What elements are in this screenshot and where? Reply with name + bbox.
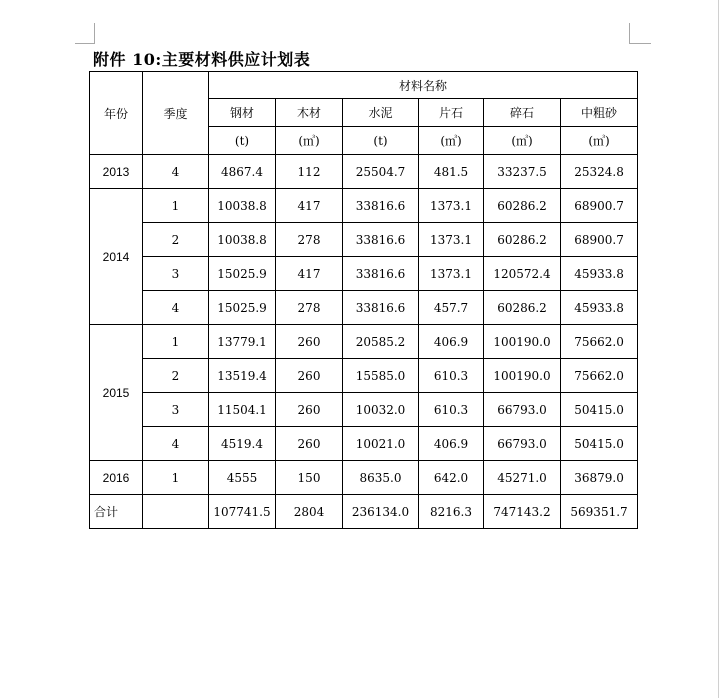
table-row [90,427,638,461]
value-cell: 10038.8 [209,223,276,257]
value-cell: 75662.0 [561,359,638,393]
value-cell: 60286.2 [484,291,561,325]
crop-mark-top-right-horizontal [629,43,651,44]
table-row [90,257,638,291]
value-cell: 33816.6 [343,257,419,291]
header-material-name: 钢材 [209,99,276,127]
total-value-cell: 8216.3 [419,495,484,529]
total-value-cell: 2804 [276,495,343,529]
header-row [90,72,638,99]
value-cell: 278 [276,291,343,325]
header-material-unit: (t) [343,127,419,155]
total-label: 合计 [90,495,143,529]
value-cell: 610.3 [419,393,484,427]
table-row [90,359,638,393]
season-cell: 1 [143,189,209,223]
header-material-unit: (㎥) [561,127,638,155]
value-cell: 50415.0 [561,427,638,461]
header-material-name: 碎石 [484,99,561,127]
value-cell: 260 [276,427,343,461]
value-cell: 406.9 [419,427,484,461]
season-cell: 1 [143,461,209,495]
value-cell: 120572.4 [484,257,561,291]
season-cell: 4 [143,155,209,189]
crop-mark-top-right-vertical [629,23,630,43]
value-cell: 406.9 [419,325,484,359]
value-cell: 610.3 [419,359,484,393]
value-cell: 66793.0 [484,393,561,427]
material-supply-plan-table [89,71,638,529]
value-cell: 278 [276,223,343,257]
value-cell: 10021.0 [343,427,419,461]
table-row [90,189,638,223]
value-cell: 68900.7 [561,189,638,223]
year-cell: 2016 [90,461,143,495]
value-cell: 45271.0 [484,461,561,495]
value-cell: 417 [276,257,343,291]
value-cell: 15025.9 [209,257,276,291]
table-row [90,291,638,325]
value-cell: 4867.4 [209,155,276,189]
value-cell: 45933.8 [561,291,638,325]
header-material-unit: (㎥) [484,127,561,155]
header-material-name: 片石 [419,99,484,127]
table-row [90,393,638,427]
value-cell: 68900.7 [561,223,638,257]
value-cell: 150 [276,461,343,495]
value-cell: 100190.0 [484,359,561,393]
season-cell: 2 [143,223,209,257]
value-cell: 260 [276,359,343,393]
total-value-cell: 747143.2 [484,495,561,529]
header-year: 年份 [90,72,143,155]
total-value-cell: 107741.5 [209,495,276,529]
header-material-unit: (㎥) [276,127,343,155]
table-row [90,325,638,359]
value-cell: 25504.7 [343,155,419,189]
header-material-name: 中粗砂 [561,99,638,127]
value-cell: 75662.0 [561,325,638,359]
total-value-cell: 569351.7 [561,495,638,529]
document-title: 附件 10:主要材料供应计划表 [93,50,311,69]
value-cell: 642.0 [419,461,484,495]
value-cell: 1373.1 [419,257,484,291]
season-cell: 1 [143,325,209,359]
crop-mark-top-left-horizontal [75,43,95,44]
value-cell: 33237.5 [484,155,561,189]
table-row [90,155,638,189]
value-cell: 60286.2 [484,223,561,257]
season-cell: 4 [143,291,209,325]
value-cell: 20585.2 [343,325,419,359]
value-cell: 25324.8 [561,155,638,189]
value-cell: 66793.0 [484,427,561,461]
value-cell: 15585.0 [343,359,419,393]
value-cell: 10032.0 [343,393,419,427]
header-material-unit: (㎥) [419,127,484,155]
value-cell: 481.5 [419,155,484,189]
value-cell: 112 [276,155,343,189]
crop-mark-top-left-vertical [94,23,95,43]
year-cell: 2015 [90,325,143,461]
value-cell: 50415.0 [561,393,638,427]
header-material-group: 材料名称 [209,72,638,99]
value-cell: 13519.4 [209,359,276,393]
total-value-cell: 236134.0 [343,495,419,529]
value-cell: 10038.8 [209,189,276,223]
total-row [90,495,638,529]
value-cell: 60286.2 [484,189,561,223]
value-cell: 260 [276,325,343,359]
value-cell: 457.7 [419,291,484,325]
value-cell: 11504.1 [209,393,276,427]
header-material-name: 木材 [276,99,343,127]
value-cell: 8635.0 [343,461,419,495]
header-season: 季度 [143,72,209,155]
table-row [90,461,638,495]
value-cell: 4519.4 [209,427,276,461]
season-cell: 3 [143,257,209,291]
value-cell: 45933.8 [561,257,638,291]
header-material-name: 水泥 [343,99,419,127]
value-cell: 36879.0 [561,461,638,495]
year-cell: 2014 [90,189,143,325]
season-cell: 3 [143,393,209,427]
value-cell: 417 [276,189,343,223]
value-cell: 1373.1 [419,189,484,223]
season-cell: 2 [143,359,209,393]
value-cell: 260 [276,393,343,427]
season-cell: 4 [143,427,209,461]
value-cell: 4555 [209,461,276,495]
value-cell: 13779.1 [209,325,276,359]
value-cell: 100190.0 [484,325,561,359]
value-cell: 15025.9 [209,291,276,325]
header-material-unit: (t) [209,127,276,155]
value-cell: 33816.6 [343,189,419,223]
table-row [90,223,638,257]
year-cell: 2013 [90,155,143,189]
value-cell: 33816.6 [343,223,419,257]
total-season-cell [143,495,209,529]
value-cell: 33816.6 [343,291,419,325]
value-cell: 1373.1 [419,223,484,257]
